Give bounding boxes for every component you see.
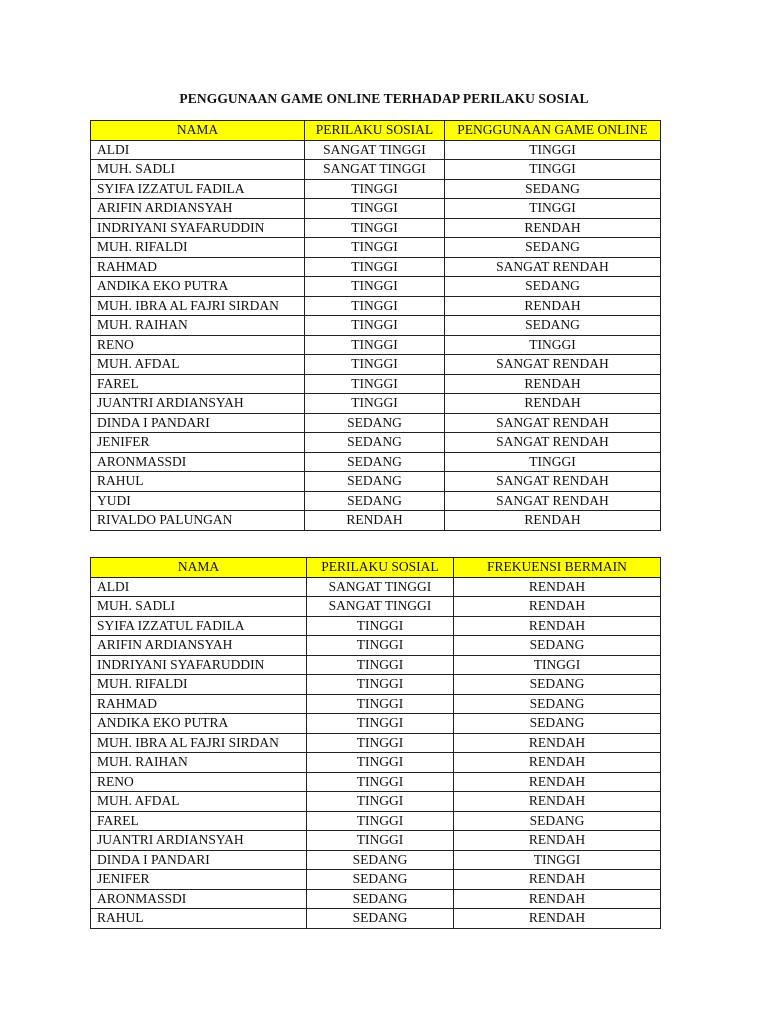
cell-nama: RAHUL: [91, 472, 305, 492]
table-row: [91, 772, 661, 792]
cell-nama: ARIFIN ARDIANSYAH: [91, 199, 305, 219]
table-row: [91, 296, 661, 316]
cell-frekuensi-bermain: RENDAH: [454, 831, 661, 851]
cell-penggunaan-game-online: SANGAT RENDAH: [445, 472, 661, 492]
cell-penggunaan-game-online: SEDANG: [445, 316, 661, 336]
cell-nama: MUH. RIFALDI: [91, 238, 305, 258]
cell-nama: ANDIKA EKO PUTRA: [91, 714, 307, 734]
table-row: [91, 675, 661, 695]
cell-nama: MUH. SADLI: [91, 597, 307, 617]
cell-frekuensi-bermain: TINGGI: [454, 850, 661, 870]
table-row: [91, 577, 661, 597]
cell-nama: MUH. IBRA AL FAJRI SIRDAN: [91, 733, 307, 753]
table-row: [91, 850, 661, 870]
table-row: [91, 511, 661, 531]
cell-nama: RAHMAD: [91, 257, 305, 277]
cell-penggunaan-game-online: SANGAT RENDAH: [445, 413, 661, 433]
table-header-row: [91, 121, 661, 141]
column-header-perilaku-sosial: PERILAKU SOSIAL: [305, 121, 445, 141]
table-row: [91, 616, 661, 636]
cell-nama: INDRIYANI SYAFARUDDIN: [91, 218, 305, 238]
cell-perilaku-sosial: SEDANG: [305, 433, 445, 453]
cell-nama: DINDA I PANDARI: [91, 413, 305, 433]
cell-penggunaan-game-online: SANGAT RENDAH: [445, 355, 661, 375]
cell-frekuensi-bermain: SEDANG: [454, 714, 661, 734]
cell-nama: ALDI: [91, 577, 307, 597]
table-row: [91, 811, 661, 831]
cell-nama: FAREL: [91, 374, 305, 394]
cell-perilaku-sosial: TINGGI: [307, 831, 454, 851]
cell-penggunaan-game-online: TINGGI: [445, 160, 661, 180]
table-row: [91, 257, 661, 277]
table-row: [91, 714, 661, 734]
table-row: [91, 335, 661, 355]
cell-perilaku-sosial: TINGGI: [305, 277, 445, 297]
cell-perilaku-sosial: SEDANG: [305, 413, 445, 433]
cell-frekuensi-bermain: RENDAH: [454, 772, 661, 792]
cell-penggunaan-game-online: RENDAH: [445, 218, 661, 238]
cell-perilaku-sosial: TINGGI: [305, 218, 445, 238]
page-title: PENGGUNAAN GAME ONLINE TERHADAP PERILAKU SOSIAL: [179, 91, 589, 106]
cell-perilaku-sosial: SANGAT TINGGI: [305, 160, 445, 180]
cell-nama: MUH. RAIHAN: [91, 316, 305, 336]
cell-penggunaan-game-online: SANGAT RENDAH: [445, 491, 661, 511]
cell-penggunaan-game-online: SEDANG: [445, 238, 661, 258]
cell-nama: JUANTRI ARDIANSYAH: [91, 831, 307, 851]
cell-perilaku-sosial: TINGGI: [307, 753, 454, 773]
cell-nama: ARIFIN ARDIANSYAH: [91, 636, 307, 656]
cell-perilaku-sosial: TINGGI: [307, 675, 454, 695]
cell-penggunaan-game-online: SEDANG: [445, 179, 661, 199]
cell-frekuensi-bermain: RENDAH: [454, 733, 661, 753]
table-row: [91, 909, 661, 929]
cell-frekuensi-bermain: SEDANG: [454, 811, 661, 831]
cell-frekuensi-bermain: RENDAH: [454, 870, 661, 890]
cell-nama: JUANTRI ARDIANSYAH: [91, 394, 305, 414]
table-row: [91, 597, 661, 617]
table-row: [91, 394, 661, 414]
table-row: [91, 277, 661, 297]
cell-nama: SYIFA IZZATUL FADILA: [91, 616, 307, 636]
table-row: [91, 199, 661, 219]
cell-nama: RAHUL: [91, 909, 307, 929]
table-row: [91, 374, 661, 394]
table-row: [91, 140, 661, 160]
cell-perilaku-sosial: TINGGI: [307, 655, 454, 675]
table-row: [91, 831, 661, 851]
cell-penggunaan-game-online: SANGAT RENDAH: [445, 257, 661, 277]
cell-penggunaan-game-online: RENDAH: [445, 374, 661, 394]
cell-nama: FAREL: [91, 811, 307, 831]
table-row: [91, 733, 661, 753]
cell-nama: MUH. RIFALDI: [91, 675, 307, 695]
column-header-nama: NAMA: [91, 121, 305, 141]
cell-nama: MUH. AFDAL: [91, 792, 307, 812]
column-header-frekuensi-bermain: FREKUENSI BERMAIN: [454, 558, 661, 578]
cell-penggunaan-game-online: TINGGI: [445, 335, 661, 355]
cell-penggunaan-game-online: TINGGI: [445, 452, 661, 472]
table-row: [91, 355, 661, 375]
cell-nama: SYIFA IZZATUL FADILA: [91, 179, 305, 199]
cell-nama: MUH. IBRA AL FAJRI SIRDAN: [91, 296, 305, 316]
cell-frekuensi-bermain: SEDANG: [454, 636, 661, 656]
cell-perilaku-sosial: TINGGI: [305, 257, 445, 277]
cell-penggunaan-game-online: SEDANG: [445, 277, 661, 297]
cell-perilaku-sosial: TINGGI: [307, 792, 454, 812]
cell-perilaku-sosial: TINGGI: [305, 199, 445, 219]
cell-perilaku-sosial: TINGGI: [307, 616, 454, 636]
table-row: [91, 433, 661, 453]
cell-nama: MUH. SADLI: [91, 160, 305, 180]
cell-nama: ARONMASSDI: [91, 452, 305, 472]
cell-perilaku-sosial: SEDANG: [305, 452, 445, 472]
cell-nama: ALDI: [91, 140, 305, 160]
cell-nama: RIVALDO PALUNGAN: [91, 511, 305, 531]
cell-penggunaan-game-online: RENDAH: [445, 511, 661, 531]
cell-penggunaan-game-online: TINGGI: [445, 140, 661, 160]
table-row: [91, 694, 661, 714]
cell-perilaku-sosial: TINGGI: [307, 733, 454, 753]
cell-penggunaan-game-online: TINGGI: [445, 199, 661, 219]
table-row: [91, 452, 661, 472]
cell-perilaku-sosial: TINGGI: [307, 811, 454, 831]
cell-perilaku-sosial: SEDANG: [305, 491, 445, 511]
cell-perilaku-sosial: SANGAT TINGGI: [307, 597, 454, 617]
cell-frekuensi-bermain: SEDANG: [454, 675, 661, 695]
cell-nama: INDRIYANI SYAFARUDDIN: [91, 655, 307, 675]
cell-frekuensi-bermain: RENDAH: [454, 753, 661, 773]
cell-nama: ARONMASSDI: [91, 889, 307, 909]
cell-nama: RAHMAD: [91, 694, 307, 714]
cell-penggunaan-game-online: RENDAH: [445, 296, 661, 316]
table-row: [91, 472, 661, 492]
cell-perilaku-sosial: SEDANG: [307, 889, 454, 909]
cell-frekuensi-bermain: RENDAH: [454, 597, 661, 617]
table-row: [91, 179, 661, 199]
table-header-row: [91, 558, 661, 578]
column-header-nama: NAMA: [91, 558, 307, 578]
table-penggunaan-game-online: [90, 120, 661, 531]
cell-nama: JENIFER: [91, 433, 305, 453]
cell-perilaku-sosial: TINGGI: [305, 238, 445, 258]
cell-nama: DINDA I PANDARI: [91, 850, 307, 870]
cell-perilaku-sosial: SANGAT TINGGI: [305, 140, 445, 160]
table-row: [91, 636, 661, 656]
cell-frekuensi-bermain: RENDAH: [454, 889, 661, 909]
cell-perilaku-sosial: SEDANG: [307, 850, 454, 870]
table-row: [91, 238, 661, 258]
cell-frekuensi-bermain: RENDAH: [454, 909, 661, 929]
cell-perilaku-sosial: TINGGI: [305, 355, 445, 375]
cell-nama: JENIFER: [91, 870, 307, 890]
cell-frekuensi-bermain: RENDAH: [454, 577, 661, 597]
cell-nama: RENO: [91, 772, 307, 792]
cell-penggunaan-game-online: RENDAH: [445, 394, 661, 414]
cell-perilaku-sosial: TINGGI: [305, 296, 445, 316]
cell-nama: RENO: [91, 335, 305, 355]
table-row: [91, 491, 661, 511]
cell-perilaku-sosial: TINGGI: [307, 694, 454, 714]
cell-perilaku-sosial: TINGGI: [307, 714, 454, 734]
column-header-penggunaan-game-online: PENGGUNAAN GAME ONLINE: [445, 121, 661, 141]
table-row: [91, 870, 661, 890]
cell-frekuensi-bermain: RENDAH: [454, 792, 661, 812]
cell-perilaku-sosial: TINGGI: [307, 772, 454, 792]
cell-nama: YUDI: [91, 491, 305, 511]
table-row: [91, 753, 661, 773]
cell-penggunaan-game-online: SANGAT RENDAH: [445, 433, 661, 453]
cell-perilaku-sosial: SEDANG: [305, 472, 445, 492]
table-row: [91, 413, 661, 433]
cell-perilaku-sosial: SANGAT TINGGI: [307, 577, 454, 597]
cell-perilaku-sosial: TINGGI: [305, 316, 445, 336]
cell-perilaku-sosial: TINGGI: [305, 394, 445, 414]
table-row: [91, 218, 661, 238]
cell-perilaku-sosial: RENDAH: [305, 511, 445, 531]
cell-nama: MUH. AFDAL: [91, 355, 305, 375]
cell-nama: MUH. RAIHAN: [91, 753, 307, 773]
cell-perilaku-sosial: TINGGI: [305, 179, 445, 199]
cell-perilaku-sosial: TINGGI: [305, 335, 445, 355]
table-row: [91, 160, 661, 180]
cell-nama: ANDIKA EKO PUTRA: [91, 277, 305, 297]
table-frekuensi-bermain: [90, 557, 661, 929]
cell-perilaku-sosial: SEDANG: [307, 909, 454, 929]
cell-perilaku-sosial: TINGGI: [307, 636, 454, 656]
column-header-perilaku-sosial: PERILAKU SOSIAL: [307, 558, 454, 578]
cell-frekuensi-bermain: SEDANG: [454, 694, 661, 714]
cell-frekuensi-bermain: RENDAH: [454, 616, 661, 636]
table-row: [91, 889, 661, 909]
cell-frekuensi-bermain: TINGGI: [454, 655, 661, 675]
cell-perilaku-sosial: SEDANG: [307, 870, 454, 890]
table-row: [91, 792, 661, 812]
table-row: [91, 316, 661, 336]
cell-perilaku-sosial: TINGGI: [305, 374, 445, 394]
table-row: [91, 655, 661, 675]
